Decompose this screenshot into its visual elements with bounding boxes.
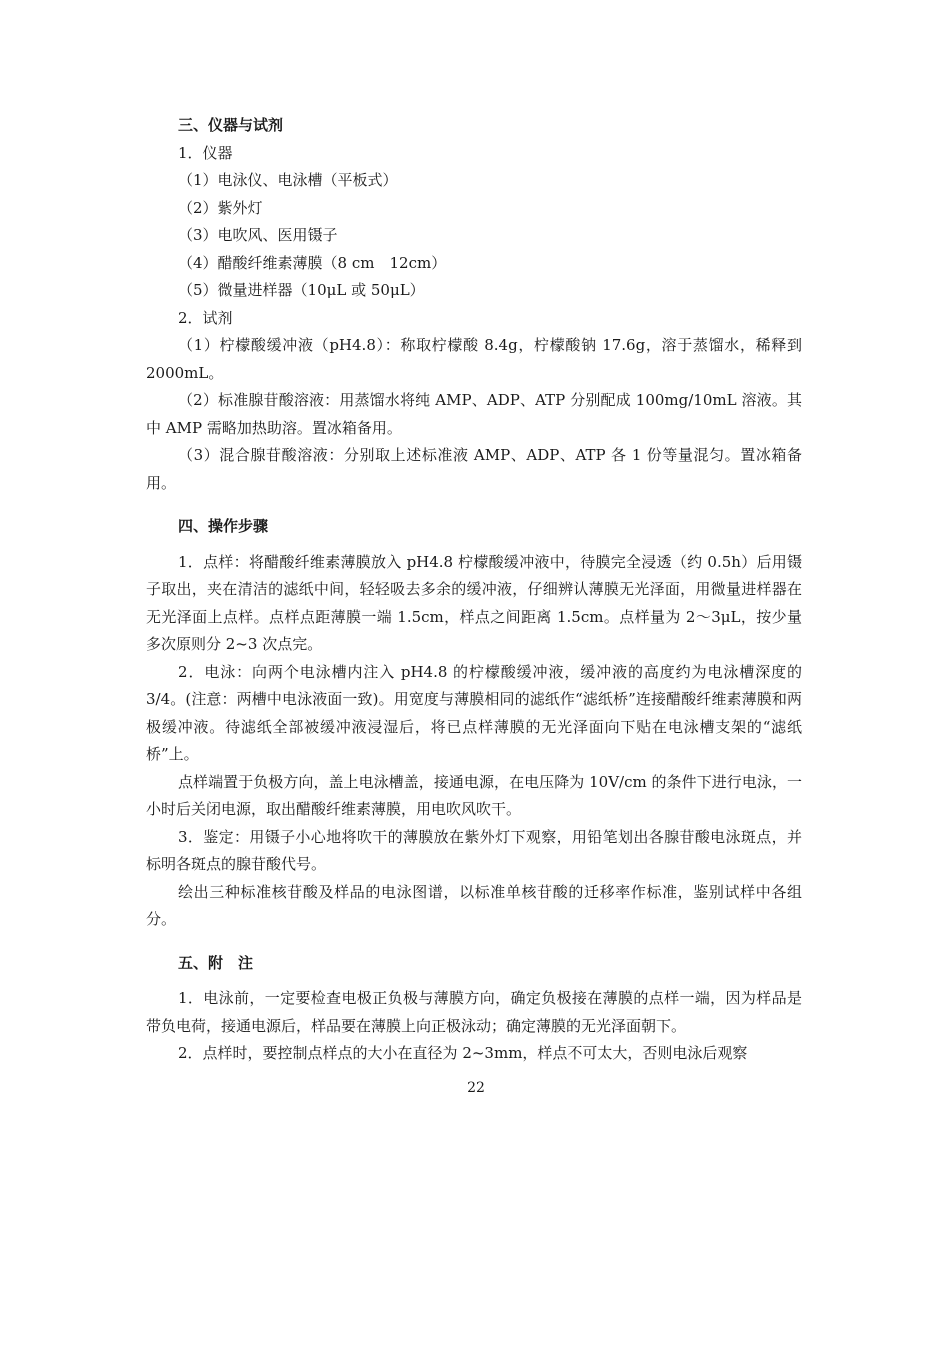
note-paragraph: 1．电泳前，一定要检查电极正负极与薄膜方向，确定负极接在薄膜的点样一端，因为样品是带负电荷，接通电源后，样品要在薄膜上向正极泳动；确定薄膜的无光泽面朝下。 — [146, 989, 802, 1035]
section-heading-notes: 五、附 注 — [178, 953, 254, 972]
instrument-item: （2）紫外灯 — [178, 198, 263, 217]
section-heading-procedure: 四、操作步骤 — [178, 517, 269, 535]
procedure-paragraph: 2．电泳：向两个电泳槽内注入 pH4.8 的柠檬酸缓冲液，缓冲液的高度约为电泳槽深度的 3/4。(注意：两槽中电泳液面一致)。用宽度与薄膜相同的滤纸作“滤纸桥”连接醋酸纤维素薄膜和两极缓冲液。待滤纸全部被缓冲液浸湿后，将已点样薄膜的无光泽面向下贴在电泳槽支架的“滤纸桥”上。 — [146, 662, 802, 763]
procedure-paragraph: 3．鉴定：用镊子小心地将吹干的薄膜放在紫外灯下观察，用铅笔划出各腺苷酸电泳斑点，并标明各斑点的腺苷酸代号。 — [146, 827, 802, 873]
reagent-item: （3）混合腺苷酸溶液：分别取上述标准液 AMP、ADP、ATP 各 1 份等量混匀。置冰箱备用。 — [146, 446, 802, 492]
page-body — [146, 112, 802, 1068]
instrument-item: （5）微量进样器（10μL 或 50μL） — [178, 281, 425, 299]
reagent-item: （1）柠檬酸缓冲液（pH4.8）：称取柠檬酸 8.4g，柠檬酸钠 17.6g，溶于蒸馏水，稀释到 2000mL。 — [146, 336, 802, 382]
subheading-instruments: 1．仪器 — [178, 143, 233, 162]
subheading-reagents: 2．试剂 — [178, 308, 233, 327]
procedure-paragraph: 绘出三种标准核苷酸及样品的电泳图谱，以标准单核苷酸的迁移率作标准，鉴别试样中各组分。 — [146, 882, 802, 928]
instrument-item: （3）电吹风、医用镊子 — [178, 226, 338, 244]
instrument-item: （1）电泳仪、电泳槽（平板式） — [178, 171, 398, 189]
procedure-paragraph: 1．点样：将醋酸纤维素薄膜放入 pH4.8 柠檬酸缓冲液中，待膜完全浸透（约 0.5h）后用镊子取出，夹在清洁的滤纸中间，轻轻吸去多余的缓冲液，仔细辨认薄膜无光泽面，用微量进样器在无光泽面上点样。点样点距薄膜一端 1.5cm，样点之间距离 1.5cm。点样量为 2～3μL，按少量多次原则分 2~3 次点完。 — [146, 552, 802, 653]
section-heading-instruments-reagents: 三、仪器与试剂 — [178, 116, 284, 134]
procedure-paragraph: 点样端置于负极方向，盖上电泳槽盖，接通电源，在电压降为 10V/cm 的条件下进行电泳，一小时后关闭电源，取出醋酸纤维素薄膜，用电吹风吹干。 — [146, 772, 802, 818]
reagent-item: （2）标准腺苷酸溶液：用蒸馏水将纯 AMP、ADP、ATP 分别配成 100mg/10mL 溶液。其中 AMP 需略加热助溶。置冰箱备用。 — [146, 391, 802, 437]
page-number: 22 — [467, 1080, 485, 1096]
instrument-item: （4）醋酸纤维素薄膜（8 cm 12cm） — [178, 253, 447, 272]
note-paragraph: 2．点样时，要控制点样点的大小在直径为 2~3mm，样点不可太大，否则电泳后观察 — [178, 1044, 748, 1062]
